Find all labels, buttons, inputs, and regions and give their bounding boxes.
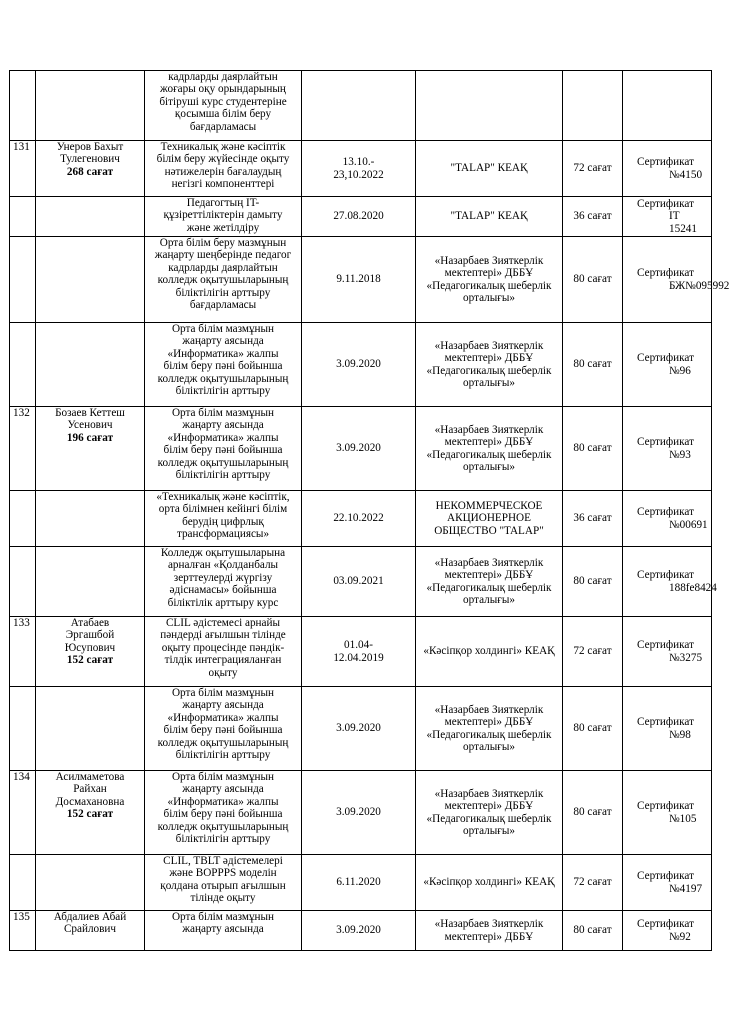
row-number: 131 [10, 141, 36, 197]
course-date-line: 3.09.2020 [336, 442, 381, 455]
organization [416, 491, 563, 547]
course-title-line: Педагогтың IT- [186, 197, 260, 209]
total-hours: 196 сағат [66, 431, 114, 444]
course-title-line: оқыту [208, 666, 238, 679]
course-date [302, 855, 416, 911]
course-date-line: 13.10.- [342, 156, 375, 169]
teacher-name [36, 547, 145, 617]
course-title [145, 855, 302, 911]
certificate [623, 71, 712, 141]
course-title [145, 911, 302, 951]
course-title-line: кадрларды даярлайтын [168, 71, 278, 83]
course-title-line: Техникалық және кәсіптік [160, 141, 286, 153]
certificate [623, 617, 712, 687]
course-title-line: пәндерді ағылшын тілінде [160, 629, 286, 642]
row-number [10, 547, 36, 617]
course-hours: 36 сағат [563, 491, 623, 547]
organization [416, 687, 563, 771]
row-number [10, 491, 36, 547]
course-title [145, 237, 302, 323]
course-date [302, 141, 416, 197]
table-row [10, 855, 712, 911]
course-title-line: тілдік интеграцияланған [164, 654, 282, 667]
course-date [302, 323, 416, 407]
course-title [145, 617, 302, 687]
certificate-number: IT 15241 [669, 210, 697, 235]
course-title-line: жаңарту аясында [182, 783, 264, 796]
course-title-line: CLIL, TBLT әдістемелері [163, 855, 283, 867]
certificate-label: Сертификат [637, 506, 694, 519]
course-title-line: білім беру пәні бойынша [163, 360, 283, 373]
course-title-line: қолдана отырып ағылшын [160, 879, 286, 892]
teacher-name [36, 407, 145, 491]
teacher-name-line: Эргашбой [65, 629, 115, 642]
certificate-number: №92 [669, 930, 691, 943]
organization [416, 771, 563, 855]
course-date-line: 9.11.2018 [336, 273, 381, 286]
certificate-label: Сертификат [637, 639, 694, 652]
certificate-label: Сертификат [637, 267, 694, 280]
organization [416, 617, 563, 687]
course-title-line: Орта білім беру мазмұнын [159, 237, 287, 249]
course-hours [563, 71, 623, 141]
organization-line: ОБЩЕСТВО "TALAP" [434, 524, 544, 537]
course-title-line: колледж оқытушыларының [157, 456, 289, 469]
organization-line: «Назарбаев Зияткерлік [434, 556, 544, 569]
teacher-name-line: Райхан [73, 783, 107, 796]
course-hours: 80 сағат [563, 771, 623, 855]
course-date [302, 197, 416, 237]
course-title-line: Орта білім мазмұнын [171, 911, 275, 923]
teacher-name-line: Юсупович [64, 641, 116, 654]
total-hours: 268 сағат [66, 165, 114, 178]
table-row [10, 547, 712, 617]
course-date [302, 547, 416, 617]
organization-line: "TALAP" КЕАҚ [450, 162, 528, 175]
course-date-line: 3.09.2020 [336, 924, 381, 937]
course-title-line: бағдарламасы [189, 299, 257, 312]
total-hours: 152 сағат [66, 654, 114, 667]
course-hours: 80 сағат [563, 687, 623, 771]
row-number [10, 237, 36, 323]
certificate-number: 188fe8424 [669, 581, 717, 594]
course-title-line: бағдарламасы [189, 120, 257, 133]
course-date [302, 911, 416, 951]
teacher-name-line: Тулегенович [60, 153, 120, 166]
course-title-line: берудің цифрлық [182, 515, 264, 528]
course-title-line: білім беру пәні бойынша [163, 724, 283, 737]
course-title-line: «Информатика» жалпы [167, 347, 279, 360]
certificate [623, 547, 717, 617]
total-hours: 152 сағат [66, 808, 114, 821]
table-row [10, 687, 712, 771]
certificate-number: №4197 [669, 882, 703, 895]
table-row [10, 491, 712, 547]
course-date [302, 237, 416, 323]
organization-line: мектептері» ДББҰ [444, 267, 534, 280]
course-date-line: 23,10.2022 [333, 168, 384, 181]
course-title-line: кадрларды даярлайтын [168, 261, 278, 274]
row-number [10, 855, 36, 911]
table-row [10, 71, 712, 141]
certificate-label: Сертификат [637, 352, 694, 365]
certificate [623, 407, 712, 491]
table-row [10, 911, 712, 951]
course-title-line: біліктілік арттыру курс [167, 596, 279, 609]
course-date-line: 3.09.2020 [336, 358, 381, 371]
row-number [10, 323, 36, 407]
organization [416, 911, 563, 951]
teacher-name-line: Срайлович [63, 923, 117, 936]
course-title-line: Орта білім мазмұнын [171, 323, 275, 335]
course-date [302, 491, 416, 547]
organization-line: мектептері» ДББҰ [444, 800, 534, 813]
course-hours: 80 сағат [563, 237, 623, 323]
course-hours: 36 сағат [563, 197, 623, 237]
table-row [10, 407, 712, 491]
table-row [10, 237, 712, 323]
course-title-line: колледж оқытушыларының [157, 274, 289, 287]
teacher-name [36, 71, 145, 141]
teacher-name-line: Бозаев Кеттеш [55, 407, 125, 419]
course-date-line: 3.09.2020 [336, 806, 381, 819]
course-title-line: білім беру пәні бойынша [163, 444, 283, 457]
course-title-line: біліктілігін арттыру [175, 833, 271, 846]
organization-line: орталығы» [463, 460, 515, 473]
course-title-line: және BOPPPS моделін [169, 867, 277, 880]
certificate-label: Сертификат [637, 800, 694, 813]
row-number [10, 687, 36, 771]
certificate [623, 855, 712, 911]
course-date-line: 22.10.2022 [333, 512, 384, 525]
teacher-name [36, 237, 145, 323]
course-title-line: жоғары оқу орындарының [160, 83, 286, 96]
organization-line: АКЦИОНЕРНОЕ [447, 512, 531, 525]
certificate [623, 141, 712, 197]
teacher-name [36, 855, 145, 911]
course-title-line: біліктілігін арттыру [175, 286, 271, 299]
course-title [145, 407, 302, 491]
course-title-line: Орта білім мазмұнын [171, 771, 275, 783]
course-title [145, 771, 302, 855]
course-title-line: Орта білім мазмұнын [171, 687, 275, 699]
teacher-name-line: Досмахановна [55, 795, 125, 808]
certificate-label: Сертификат [637, 197, 694, 210]
course-title-line: колледж оқытушыларының [157, 372, 289, 385]
course-title-line: колледж оқытушыларының [157, 820, 289, 833]
organization-line: «Назарбаев Зияткерлік [434, 918, 544, 931]
course-date [302, 771, 416, 855]
certificate [623, 237, 729, 323]
course-hours: 80 сағат [563, 547, 623, 617]
certificate-number: №4150 [669, 168, 703, 181]
teacher-name-line: Атабаев [70, 617, 110, 629]
course-title-line: колледж оқытушыларының [157, 736, 289, 749]
course-title-line: біліктілігін арттыру [175, 385, 271, 398]
course-date-line: 27.08.2020 [333, 210, 384, 223]
organization-line: «Кәсіпқор холдингі» КЕАҚ [423, 645, 555, 658]
course-title-line: «Информатика» жалпы [167, 431, 279, 444]
course-hours: 72 сағат [563, 855, 623, 911]
organization-line: «Назарбаев Зияткерлік [434, 787, 544, 800]
organization-line: «Назарбаев Зияткерлік [434, 703, 544, 716]
organization [416, 547, 563, 617]
course-title-line: орта білімнен кейінгі білім [158, 503, 288, 516]
course-title-line: «Информатика» жалпы [167, 711, 279, 724]
teacher-name [36, 491, 145, 547]
course-title-line: жаңарту аясында [182, 923, 264, 936]
row-number: 134 [10, 771, 36, 855]
course-title-line: Орта білім мазмұнын [171, 407, 275, 419]
teacher-name [36, 141, 145, 197]
organization-line: орталығы» [463, 291, 515, 304]
certificate-number: №96 [669, 364, 691, 377]
course-title-line: «Техникалық және кәсіптік, [156, 491, 290, 503]
row-number: 135 [10, 911, 36, 951]
organization-line: орталығы» [463, 740, 515, 753]
organization [416, 855, 563, 911]
course-date [302, 407, 416, 491]
course-title-line: нәтижелерін бағалаудың [164, 165, 282, 178]
course-title [145, 547, 302, 617]
organization-line: «Кәсіпқор холдингі» КЕАҚ [423, 876, 555, 889]
course-title [145, 687, 302, 771]
certificate-number: №00691 [669, 518, 708, 531]
teacher-name [36, 197, 145, 237]
certificate-number: №98 [669, 728, 691, 741]
teacher-name-line: Асилмаметова [55, 771, 125, 783]
organization [416, 407, 563, 491]
organization-line: «Педагогикалық шеберлік [426, 812, 552, 825]
teacher-name-line: Унеров Бахыт [56, 141, 124, 153]
organization-line: «Педагогикалық шеберлік [426, 364, 552, 377]
teacher-name [36, 687, 145, 771]
course-title-line: жаңарту аясында [182, 699, 264, 712]
certificate [623, 687, 712, 771]
course-title-line: трансформациясы» [176, 528, 270, 541]
course-title-line: тілінде оқыту [190, 892, 256, 905]
certificate [623, 491, 712, 547]
organization-line: «Педагогикалық шеберлік [426, 581, 552, 594]
course-title [145, 323, 302, 407]
training-table [9, 70, 729, 951]
certificate-label: Сертификат [637, 436, 694, 449]
course-title-line: біліктілігін арттыру [175, 749, 271, 762]
organization-line: «Педагогикалық шеберлік [426, 279, 552, 292]
course-title-line: білім беру жүйесінде оқыту [156, 153, 290, 166]
course-title-line: қосымша білім беру [174, 108, 272, 121]
certificate-number: №105 [669, 812, 697, 825]
course-date-line: 01.04- [344, 639, 373, 652]
organization [416, 197, 563, 237]
course-title-line: негізгі компоненттері [171, 178, 275, 191]
course-date [302, 687, 416, 771]
row-number [10, 197, 36, 237]
course-title-line: Колледж оқытушыларына [160, 547, 286, 559]
course-title [145, 491, 302, 547]
certificate-label: Сертификат [637, 156, 694, 169]
organization-line: мектептері» ДББҰ [444, 716, 534, 729]
course-date [302, 71, 416, 141]
document-page [9, 70, 729, 951]
organization-line: «Педагогикалық шеберлік [426, 728, 552, 741]
teacher-name [36, 323, 145, 407]
course-title-line: «Информатика» жалпы [167, 795, 279, 808]
course-date-line: 3.09.2020 [336, 722, 381, 735]
organization-line: «Назарбаев Зияткерлік [434, 339, 544, 352]
course-title-line: құзіреттіліктерін дамыту [163, 209, 283, 222]
organization-line: «Назарбаев Зияткерлік [434, 423, 544, 436]
certificate-label: Сертификат [637, 716, 694, 729]
organization [416, 237, 563, 323]
course-title-line: CLIL әдістемесі арнайы [165, 617, 281, 629]
certificate [623, 771, 712, 855]
row-number: 133 [10, 617, 36, 687]
course-hours: 80 сағат [563, 911, 623, 951]
teacher-name-line: Усенович [67, 419, 113, 432]
organization-line: «Педагогикалық шеберлік [426, 448, 552, 461]
organization [416, 71, 563, 141]
course-hours: 72 сағат [563, 617, 623, 687]
table-row [10, 197, 712, 237]
teacher-name-line: Абдалиев Абай [53, 911, 127, 923]
course-title-line: оқыту процесінде пәндік- [161, 641, 285, 654]
table-row [10, 771, 712, 855]
course-title-line: әдіснамасы» бойынша [169, 584, 277, 597]
course-date-line: 6.11.2020 [336, 876, 381, 889]
course-hours: 72 сағат [563, 141, 623, 197]
course-title-line: жаңарту шеңберінде педагог [154, 249, 292, 262]
certificate [623, 911, 712, 951]
certificate-label: Сертификат [637, 918, 694, 931]
course-title-line: зерттеулерді жүргізу [173, 571, 273, 584]
certificate-number: БЖ№095992 [669, 279, 729, 292]
course-title-line: бітіруші курс студентеріне [159, 95, 287, 108]
course-title [145, 197, 302, 237]
organization-line: «Назарбаев Зияткерлік [434, 254, 544, 267]
teacher-name [36, 771, 145, 855]
certificate [623, 323, 712, 407]
course-title [145, 71, 302, 141]
organization-line: орталығы» [463, 593, 515, 606]
organization-line: орталығы» [463, 824, 515, 837]
organization [416, 323, 563, 407]
course-title-line: жаңарту аясында [182, 335, 264, 348]
course-hours: 80 сағат [563, 407, 623, 491]
course-hours: 80 сағат [563, 323, 623, 407]
organization-line: мектептері» ДББҰ [444, 436, 534, 449]
course-title-line: жаңарту аясында [182, 419, 264, 432]
teacher-name [36, 911, 145, 951]
course-date [302, 617, 416, 687]
course-title-line: біліктілігін арттыру [175, 469, 271, 482]
row-number [10, 71, 36, 141]
teacher-name [36, 617, 145, 687]
table-row [10, 617, 712, 687]
course-title-line: және жетілдіру [186, 221, 260, 234]
course-title [145, 141, 302, 197]
organization-line: мектептері» ДББҰ [444, 352, 534, 365]
certificate-number: №93 [669, 448, 691, 461]
organization-line: мектептері» ДББҰ [444, 569, 534, 582]
course-title-line: білім беру пәні бойынша [163, 808, 283, 821]
organization-line: "TALAP" КЕАҚ [450, 210, 528, 223]
course-date-line: 03.09.2021 [333, 575, 384, 588]
certificate-label: Сертификат [637, 569, 694, 582]
row-number: 132 [10, 407, 36, 491]
organization-line: НЕКОММЕРЧЕСКОЕ [435, 499, 543, 512]
organization [416, 141, 563, 197]
certificate [623, 197, 712, 237]
certificate-label: Сертификат [637, 870, 694, 883]
certificate-number: №3275 [669, 651, 703, 664]
organization-line: мектептері» ДББҰ [444, 930, 534, 943]
course-date-line: 12.04.2019 [333, 651, 384, 664]
table-row [10, 141, 712, 197]
table-row [10, 323, 712, 407]
organization-line: орталығы» [463, 376, 515, 389]
course-title-line: арналған «Қолданбалы [167, 559, 279, 572]
